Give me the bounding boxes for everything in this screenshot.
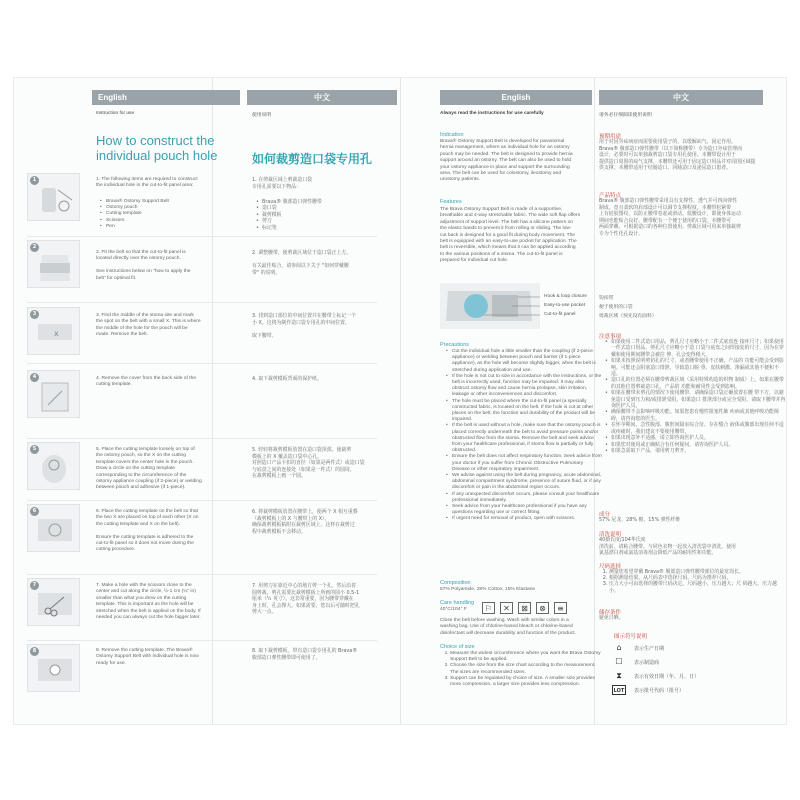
- list-item: • 造口孔的位置必须在腰带剪裁区域（采用特殊构造的织物 制成）上。如果在腰带的其他位置剪裁造口孔，产品的 功能和耐用性会受到影响。: [611, 377, 786, 390]
- composition-heading: Composition: [440, 580, 471, 586]
- diagram-label-zh: 便于使用的口袋: [599, 305, 633, 310]
- list-item: • If the hole is not cut to size in accordance with the instructions, or the belt is incorrectly used, function may be impaired. It may also obstruct ostomy flow and cause hernia prolapse, skin irritation, leakage or other inconveniences and discomfort.: [452, 374, 602, 399]
- size-heading: Choice of size: [440, 644, 475, 650]
- no-tumble-dry-icon: ⊠: [518, 602, 531, 614]
- care-text-zh: 40摄氏度/104华氏度 清洗前，请粘合腰带。与同色衣物一起放入清洗袋中清洗。使用 氯基漂白剂或氯基消毒剂会降低产品的耐用性和功能。: [599, 537, 736, 557]
- indication-text-zh: 用于对因旁疝病症而需要使用袋子的，以缓解疝气、固定作用。 Brava® 腹部造口弹性腰带（以下简称腰带）专为造口旁疝管理而 设计，必要时可以单独裁剪造口袋专用孔使用。本腰带设计用于 提供造口周围的疝气支撑。本腰带还可用于固定造口用品并对周围区域提 供支撑。本腰带适用于结肠造口、回肠造口及泌尿造口患者。: [599, 139, 756, 172]
- care-heading: Care handling: [440, 600, 475, 606]
- step-number: 2: [30, 243, 39, 252]
- step-number: 3: [30, 310, 39, 319]
- size-list-zh: [599, 569, 779, 594]
- indication-text: Brava® Ostomy Support Belt is developed for parastomal hernia management, where an individual hole for an ostomy pouch may be needed. The belt is designed to provide hernia support around an ostomy. The belt can also be used to hold your ostomy appliance in place and support the surrounding area. The belt can be used for colostomy, ileostomy and urostomy patients.: [440, 139, 573, 183]
- step-2-text: 2. Fit the belt so that the cut-to-fit panel is located directly over the ostomy pouch. See instructions below on "how to apply the belt" for optimal fit.: [96, 250, 191, 281]
- features-heading: Features: [440, 199, 462, 205]
- divider: [27, 363, 377, 364]
- scissors-illustration: [28, 579, 81, 627]
- composition-heading-zh: 成分: [599, 512, 611, 518]
- step-7-text-zh: 7. 用剪刀在靠近中心的地方剪一个孔，然后沿着 圆剪裁，剪孔需要比裁剪模板上所画的圆小 0.5-1 厘米（¼ 英寸）。这非常重要，因为腰带穿戴在 身上时，孔会撑大。如果需要，您以后可随时把孔 剪大一点。: [252, 583, 360, 616]
- list-item: 3. 压力大小可由选择的腰带尺码决定。尺码越小，压力越大；尺 码越大，压力越小。: [609, 581, 779, 593]
- belt-diagram: [440, 283, 540, 329]
- step-1-text-zh: 1. 在剪裁区域上剪裁造口袋 专用孔需要以下物品：: [252, 177, 313, 190]
- precautions-heading-zh: 注意事项: [599, 334, 622, 340]
- list-item: 2. Choose the size from the size chart according to the measurement. The sizes are recommended sizes.: [450, 663, 602, 675]
- symbol-description: 表示生产日期: [634, 646, 665, 652]
- list-item: • Scissors: [106, 218, 169, 224]
- list-item: • Cutting template: [106, 211, 169, 217]
- template-on-belt-illustration: [28, 505, 81, 553]
- list-item: • 如果急需取下产品，请用剪刀剪开。: [611, 448, 786, 454]
- step-8-text: 8. Remove the cutting template. The Brava® Ostomy Support Belt with individual hole is now ready for use.: [96, 648, 199, 666]
- belt-illustration: [28, 241, 81, 289]
- divider: [27, 500, 377, 501]
- step-illustration: [27, 504, 80, 552]
- wash-tub-icon: ⚐: [482, 602, 495, 614]
- list-item: 1. Measure the widest circumference where you want the Brava Ostomy Support Belt to be applied.: [450, 651, 602, 663]
- list-item: • Brava® Ostomy Support Belt: [106, 199, 169, 205]
- step-illustration: [27, 644, 80, 692]
- step-number: 1: [30, 176, 39, 185]
- size-list: [440, 651, 602, 688]
- step-illustration: [27, 240, 80, 288]
- step-illustration: [27, 370, 80, 418]
- list-item: • 如果您对使用或正确贴合有任何疑问，请咨询医护人员。: [611, 442, 786, 448]
- step-5-text: 5. Place the cutting template loosely on top of the ostomy pouch, so the X on the cutting template covers the center hole in the pouch. Draw a circle on the cutting template corresponding to the circumference of the ostomy appliance coupling (if 2-piece) or welding between pouch and adhesive (if 1-piece).: [96, 447, 202, 491]
- list-item: • 如果在腰带未剪孔的情况下使用腰带，请确保造口袋正确放置在腰 带下方，以避免造口受到压力和/或排泄受阻。如果造口 排泄部分或完全受阻，请取下腰带并咨询医护人员。: [611, 390, 786, 409]
- belt-mark-illustration: [28, 308, 81, 356]
- step-number: 4: [30, 373, 39, 382]
- list-item: • Cut the individual hole a little smaller than the coupling (if 2-piece appliance) or welding between pouch and barrier (if 1-piece appliance), as the hole will become slightly bigger, when the belt is stretched during application and use.: [452, 349, 602, 374]
- symbols-heading-zh: 图示符号说明: [614, 634, 648, 640]
- svg-text:x: x: [54, 329, 59, 338]
- divider: [27, 302, 377, 303]
- list-item: • 剪刀: [262, 218, 322, 224]
- list-item: • 标记笔: [262, 225, 322, 231]
- step-5-text-zh: 5. 轻轻将裁剪模板放置在造口袋顶部，使裁剪 模板上的 X 覆盖造口袋中心孔。 对照造口产品卡扣的直径（如果是两件式）或造口袋 与底盘之间的连接处（如果是一件式）的圆周， 在裁剪模板上画一个圆。: [252, 447, 365, 480]
- diagram-label: Easy-to-use pocket: [544, 303, 586, 308]
- care-heading-zh: 清洗说明: [599, 532, 622, 538]
- list-item: • Brava® 腹部造口弹性腰带: [262, 199, 322, 205]
- step-number: 6: [30, 507, 39, 516]
- list-item: • Pen: [106, 224, 169, 230]
- composition-text-zh: 57% 尼龙，28% 棉，15% 弹性纤维: [599, 517, 681, 523]
- composition-text: 57% Polyamide, 28% Cotton, 15% Elastane: [440, 587, 536, 592]
- diagram-label-zh: 剪裁区域（预先设有面料）: [599, 314, 657, 319]
- step-3-text-zh: 3. 找到造口部位的中间位置并在腰带上标记一个 小 X。这将为制作造口袋专用孔的中间位置。 取下腰带。: [252, 313, 357, 339]
- features-heading-zh: 产品特点: [599, 193, 622, 199]
- step-4-text: 4. Remove the cover from the back side of the cutting template.: [96, 376, 197, 388]
- no-dry-clean-icon: ⊗: [536, 602, 549, 614]
- step-number: 8: [30, 647, 39, 656]
- diagram-label-zh: 钩扣带: [599, 296, 614, 301]
- lot-icon: LOT: [612, 685, 626, 695]
- step-illustration: [27, 578, 80, 626]
- precautions-heading: Precautions: [440, 342, 470, 348]
- diagram-label: Cut-to-fit panel: [544, 312, 576, 317]
- template-illustration: [28, 371, 81, 419]
- storage-text-zh: 避免日晒。: [599, 615, 624, 621]
- list-item: • Ostomy pouch: [106, 205, 169, 211]
- care-text: Close the belt before washing. Wash with similar colors in a washing bag. Use of chlorine-based bleach or chlorine-based disinfectant will decrease durability and function of the product.: [440, 618, 576, 636]
- features-text-zh: Brava® 腹部造口弹性腰带采用具有支撑性、透气并可四向弹性 制成。宽且柔软的肩部设计可以调节支撑程度。本腰带松紧带 上有硅胶图纹，以防止腰带卷起或滑动。低腰设计，即使身体运动 期间也能贴合良好。腰带配有一个便于使用的口袋。本腰带可 两面穿戴，可根据造口的各种位置使用。剪裁区域可用来单独裁剪 专为个性化孔设计。: [599, 198, 741, 237]
- english-header: English: [92, 90, 240, 105]
- instruction-subtitle-zh: 使用说明: [252, 113, 272, 118]
- indication-heading-zh: 预期用途: [599, 134, 622, 140]
- step-2-text-zh: 2. 调整腰带，使剪裁区域位于造口袋正上方。 有关最佳贴合，请参阅以下关于 "如何穿戴腰 带" 的说明。: [252, 250, 352, 276]
- step-1-item-list-zh: [254, 199, 322, 231]
- precautions-list: [444, 349, 602, 523]
- no-bleach-icon: ✕: [500, 602, 513, 614]
- step-illustration: [27, 442, 80, 490]
- list-item: 2. 根据测量结果，从尺码表中选择尺码。尺码为推荐尺码。: [609, 575, 779, 581]
- step-8-text-zh: 8. 取下裁剪模板。带有造口袋专用孔的 Brava® 腹部造口弹性腰带即可使用了。: [252, 648, 358, 661]
- list-item: • If urgent need for removal of product, open with scissors.: [452, 516, 602, 522]
- symbol-description: 表示批号代码（批号）: [634, 688, 685, 694]
- step-number: 7: [30, 581, 39, 590]
- divider: [27, 574, 377, 575]
- features-text: The Brava Ostomy Support Belt is made of a supportive, breathable and 4-way stretchable fabric. The wide soft flap offers adjustment of support level. The belt has a silicone pattern on the elastic bands to prevent it from rolling or sliding. The low- cut back is designed for a good fit during body movement. The belt is equipped with an easy-to-use pocket for application. The belt is reversible, which means that it can be applied according to the various positions of a stoma. The cut-to-fit panel is prepared for individual cut hole.: [440, 207, 581, 264]
- step-number: 5: [30, 445, 39, 454]
- indication-heading: Indication: [440, 132, 464, 138]
- chinese-header: 中文: [247, 90, 397, 105]
- step-6-text-zh: 6. 将裁剪模板放置在腰带上，使两个 X 相互重叠 （裁剪模板上的 X 与腰带上的 X）。 确保裁剪模板粘附在裁剪区域上，这样在裁剪过 程中裁剪模板不会移动。: [252, 509, 358, 535]
- care-temperature: 40°C/104° F: [440, 607, 467, 612]
- chinese-header: 中文: [599, 90, 763, 105]
- manufacturer-icon: ☐: [615, 657, 623, 666]
- divider: [27, 438, 377, 439]
- expiry-date-icon: ⧗: [616, 671, 622, 680]
- list-item: • Ensure the belt does not affect respiratory function. Seek advice from your doctor if you suffer from Chronic Obstructive Pulmonary Disease or other respiratory impairment.: [452, 454, 602, 473]
- precautions-list-zh: [603, 339, 786, 454]
- list-item: • 如果出现意外不适感，请立即咨询医护人员。: [611, 435, 786, 441]
- list-item: • 裁剪模板: [262, 212, 322, 218]
- instruction-subtitle: Always read the instructions for use carefully: [440, 111, 544, 116]
- diagram-label: Hook & loop closure: [544, 294, 587, 299]
- instruction-sheet: [14, 78, 786, 724]
- step-7-text: 7. Make a hole with the scissors close to the center and cut along the circle, ½-1 cm (¼" in) smaller than what you drew on the cutting template. This is important as the hole will be stretched when the belt is applied on the body. If needed you can always cut the hole bigger later.: [96, 583, 201, 621]
- step-6-text: 6. Place the cutting template on the belt so that the two X are placed on top of each other (X on the cutting template and X on the belt). Ensure the cutting template is adhered to the cut-to-fit panel so it does not move during the cutting procedure.: [96, 509, 199, 553]
- list-item: • 如果未按照说明剪切孔的尺寸，或者腰带使用不正确，产品的 功能可能会受到影响。可能还会阻塞造口排泄，导致造口脱 垂、皮肤刺激、渗漏或其他不便和不适。: [611, 358, 786, 377]
- step-illustration: [27, 173, 80, 221]
- list-item: • 造口袋: [262, 205, 322, 211]
- page-title-zh: 如何裁剪造口袋专用孔: [252, 152, 373, 166]
- step-1-text: 1. The following items are required to construct the individual hole in the cut-to-fit panel area:: [96, 177, 198, 189]
- finished-belt-illustration: [28, 645, 81, 693]
- list-item: • We advise against using the belt during pregnancy, acute abdominal, abdominal compartment syndrome, presence of suture fluid, or if any discomfort or pain in the abdominal region occurs.: [452, 473, 602, 492]
- size-heading-zh: 尺码选择: [599, 564, 622, 570]
- symbol-description: 表示有效日期（年、月、日）: [634, 674, 700, 680]
- list-item: • If the belt is used without a hole, make sure that the ostomy pouch is placed correctly underneath the belt to avoid pressure points and/or obstructed flow from the stoma. Remove the belt and seek advice from your healthcare professional, if stoma flow is partially or fully obstructed.: [452, 423, 602, 454]
- storage-heading-zh: 储存条件: [599, 610, 622, 616]
- list-item: • 在怀孕期间、急性腹部、腹腔间隔室综合征、存在缝合 液体或腹部出现任何不适或疼痛时，我们建议不要使用腰带。: [611, 422, 786, 435]
- list-item: • The hole must be placed where the cut-to-fit panel (a specially constructed fabric, is located on the belt. If the hole is cut at other places on the belt, the function and durability of the product will be impaired.: [452, 399, 602, 424]
- step-4-text-zh: 4. 取下裁剪模板背面的保护纸。: [252, 376, 322, 382]
- divider: [27, 640, 377, 641]
- list-item: • 确保腰带不会影响呼吸功能。如果您患有慢性阻塞性肺 疾病或其他呼吸功能障碍，请咨询您的医生。: [611, 409, 786, 422]
- list-item: • 如果使用二件式造口用品，剪孔尺寸应略小于二件式底盘连 接环尺寸；如果使用一件式造口用品，剪孔尺寸应略小于造 口袋与底盘之间焊接处的尺寸，因为在穿戴和使用期间腰带会被拉 伸，孔会变得稍大。: [611, 339, 786, 358]
- step-3-text: 3. Find the middle of the stoma site and mark the spot on the belt with a small X. This is where the middle of the hole for the pouch will be made. Remove the belt.: [96, 313, 201, 338]
- page-title: How to construct the individual pouch hole: [96, 133, 218, 163]
- items-illustration: [28, 174, 81, 222]
- dry-flat-icon: ≡: [554, 602, 567, 614]
- fold-line: [212, 78, 213, 724]
- pouch-illustration: [28, 443, 81, 491]
- list-item: • Seek advice from your healthcare professional if you have any questions regarding use or correct fitting.: [452, 504, 602, 516]
- instruction-subtitle: Instruction for use: [96, 111, 135, 116]
- fold-line: [400, 78, 401, 724]
- list-item: • If any unexpected discomfort occurs, please consult your healthcare professional immediately.: [452, 492, 602, 504]
- english-header: English: [440, 90, 592, 105]
- symbol-description: 表示制造商: [634, 660, 660, 666]
- instruction-subtitle-zh: 请务必仔细阅读使用说明: [599, 113, 652, 118]
- manufacture-date-icon: ⌂: [616, 643, 622, 652]
- care-symbols: [482, 602, 567, 616]
- divider: [27, 236, 377, 237]
- list-item: 3. Support can be regulated by choice of size. A smaller size provides more compression, a larger size provides less compression.: [450, 676, 602, 688]
- step-1-item-list: [98, 199, 169, 230]
- list-item: 1. 测量您希望穿戴 Brava® 腹部造口弹性腰带部位的最宽周长。: [609, 569, 779, 575]
- step-illustration: [27, 307, 80, 355]
